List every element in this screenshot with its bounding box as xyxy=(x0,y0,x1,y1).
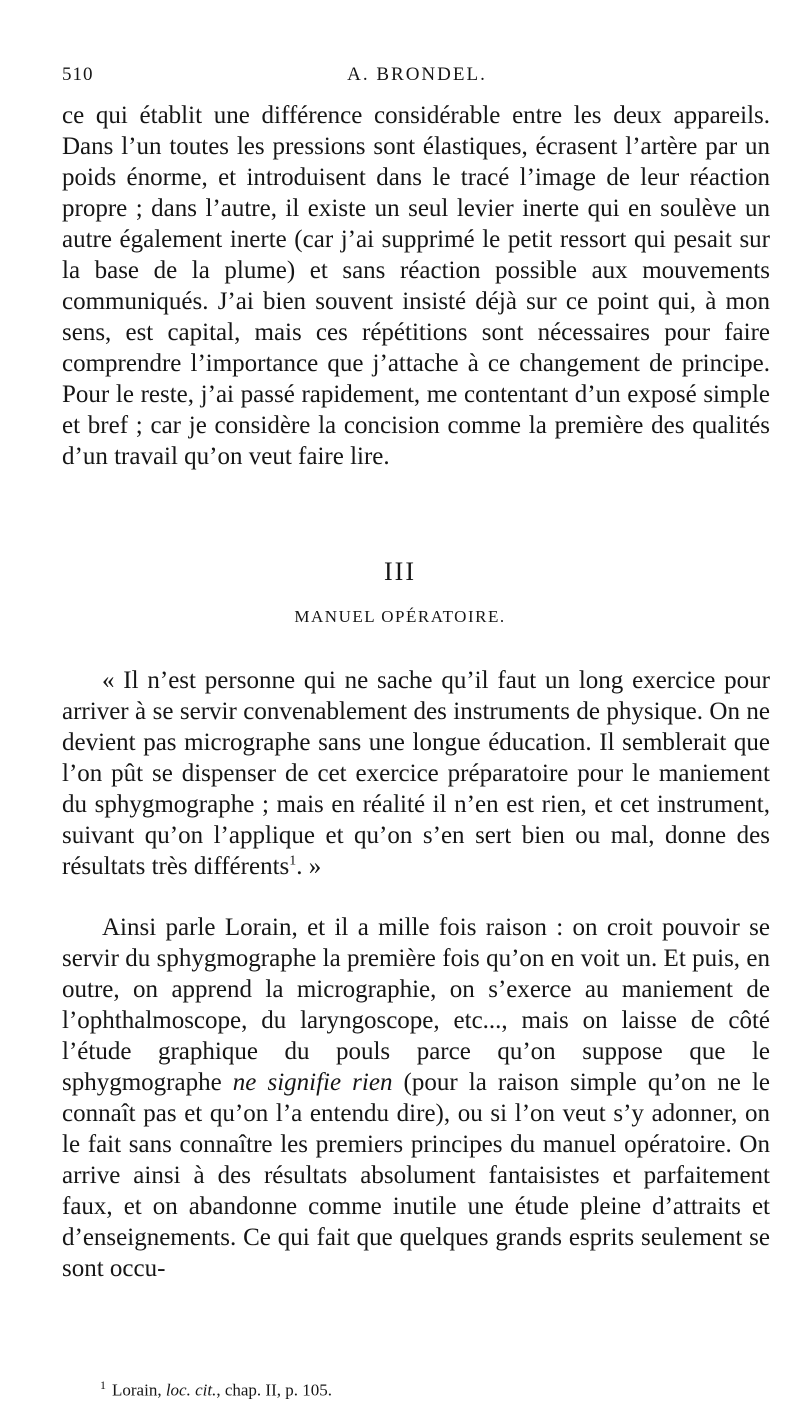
footnote xyxy=(100,1374,780,1402)
footnote-citation: loc. cit. xyxy=(165,1380,217,1400)
paragraph-1-text: ce qui établit une différence considérable entre les deux appareils. Dans l’un toutes les pressions sont élastiques, écrasent l’artère par un poids énorme, et introduisent dans le tracé l’image de leur réaction propre ; dans l’autre, il existe un seul levier inerte qui en soulève un autre également inerte (car j’ai supprimé le petit ressort qui pesait sur la base de la plume) et sans réaction possible aux mouvements communiqués. J’ai bien souvent insisté déjà sur ce point qui, à mon sens, est capital, mais ces répétitions sont nécessaires pour faire comprendre l’importance que j’attache à ce changement de principe. Pour le reste, j’ai passé rapidement, me contentant d’un exposé simple et bref ; car je considère la concision comme la première des qualités d’un travail qu’on veut faire lire. xyxy=(62,102,770,470)
paragraph-3-text-end: (pour la raison simple qu’on ne le connaît pas et qu’on l’a entendu dire), ou si l’on veut s’y adonner, on le fait sans connaître les premiers principes du manuel opératoire. On arrive ainsi à des résultats absolument fantaisistes et parfaitement faux, et on abandonne comme inutile une étude pleine d’attraits et d’enseignements. Ce qui fait que quelques grands esprits seulement se sont occu- xyxy=(62,1069,770,1282)
running-head xyxy=(62,64,772,94)
footnote-author: Lorain, xyxy=(112,1380,166,1400)
paragraph-3 xyxy=(62,912,770,1284)
section-title: MANUEL OPÉRATOIRE. xyxy=(294,607,506,626)
footnote-location: , chap. II, p. 105. xyxy=(216,1380,333,1400)
paragraph-1 xyxy=(62,100,770,472)
paragraph-2-body xyxy=(62,665,770,882)
paragraph-3-body xyxy=(62,912,770,1284)
section-numeral: III xyxy=(384,557,416,586)
paragraph-2-closing: . » xyxy=(296,853,322,880)
paragraph-3-text-start: Ainsi parle Lorain, et il a mille fois raison : on croit pouvoir se servir du sphygmographe la première fois qu’on en voit un. Et puis, en outre, on apprend la micrographie, on s’exerce au maniement de l’ophthalmoscope, du laryngoscope, etc..., mais on laisse de côté l’étude graphique du pouls parce qu’on suppose que le sphygmographe xyxy=(62,914,770,1096)
paragraph-2 xyxy=(62,665,770,882)
footnote-reference: 1 xyxy=(289,853,297,869)
footnote-number: 1 xyxy=(100,1378,106,1392)
running-head-author: A. BRONDEL. xyxy=(347,64,487,85)
paragraph-2-text: « Il n’est personne qui ne sache qu’il faut un long exercice pour arriver à se servir convenablement des instruments de physique. On ne devient pas micrographe sans une longue éducation. Il semblerait que l’on pût se dispenser de cet exercice préparatoire pour le maniement du sphygmographe ; mais en réalité il n’en est rien, et cet instrument, suivant qu’on l’applique et qu’on s’en sert bien ou mal, donne des résultats très différents xyxy=(62,667,770,880)
paragraph-3-emphasis: ne signifie rien xyxy=(232,1069,393,1096)
page-number: 510 xyxy=(62,64,94,85)
